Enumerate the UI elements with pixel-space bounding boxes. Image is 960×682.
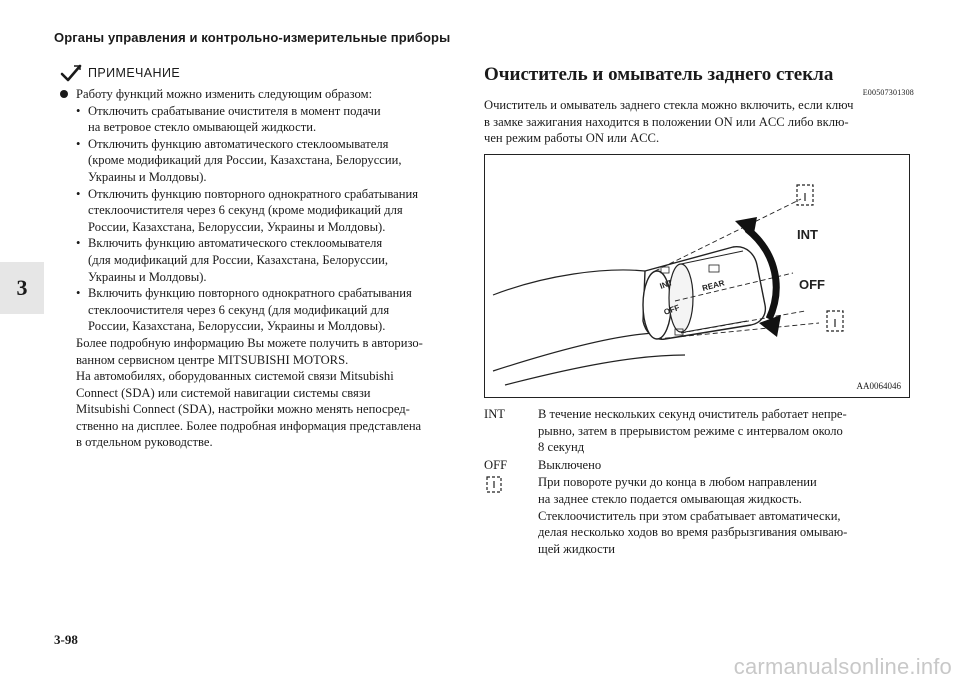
page-header: Органы управления и контрольно-измерительные приборы bbox=[54, 30, 451, 45]
int-label: INT bbox=[797, 227, 818, 242]
note-bullet-text: Работу функций можно изменить следующим образом: bbox=[76, 87, 373, 101]
section-code: E00507301308 bbox=[862, 88, 914, 97]
pencil-note-icon bbox=[60, 64, 82, 82]
note-label: ПРИМЕЧАНИЕ bbox=[88, 65, 181, 80]
off-label: OFF bbox=[799, 277, 825, 292]
legend-row-int bbox=[484, 406, 914, 456]
page-number: 3-98 bbox=[54, 632, 78, 647]
legend-key: INT bbox=[484, 407, 505, 421]
note-bullet bbox=[60, 86, 464, 103]
ring-int-label: INT bbox=[658, 278, 674, 291]
note-heading bbox=[60, 64, 464, 82]
legend-text: В течение нескольких секунд очиститель работает непре- рывно, затем в прерывистом режиме с интервалом около 8 секунд bbox=[538, 407, 847, 455]
legend-key: OFF bbox=[484, 457, 508, 472]
wiper-lever-illustration bbox=[485, 155, 911, 399]
list-item: • Отключить функцию автоматического стеклоомывателя (кроме модификаций для России, Казахстана, Белоруссии, Украины и Молдовы). bbox=[76, 136, 402, 184]
note-sub-list bbox=[76, 103, 464, 335]
note-block bbox=[54, 64, 464, 451]
figure-code: AA0064046 bbox=[856, 381, 901, 391]
washer-icon-bottom bbox=[827, 311, 843, 331]
section-intro: Очиститель и омыватель заднего стекла можно включить, если ключ в замке зажигания находится в положении ON или ACC либо вклю- чен режим работы ON или ACC. bbox=[484, 98, 854, 146]
list-item: • Включить функцию повторного однократного срабатывания стеклоочистителя через 6 секунд (для модификаций для России, Казахстана, Белоруссии, Украины и Молдовы). bbox=[76, 286, 412, 334]
section-block bbox=[484, 64, 914, 147]
note-paragraph: Более подробную информацию Вы можете получить в авторизо- ванном сервисном центре MITSUBISHI MOTORS. На автомобилях, оборудованных системой связи Mitsubishi Connect (SDA) или системой навигации системы связи Mitsubishi Connect (SDA), настройки можно менять непосред- ственно на дисплее. Более подробная информация представлена в отдельном руководстве. bbox=[76, 335, 423, 450]
list-item: • Отключить функцию повторного однократного срабатывания стеклоочистителя через 6 секунд (кроме модификаций для России, Казахстана, Белоруссии, Украины и Молдовы). bbox=[76, 186, 419, 234]
bullet-dot-icon bbox=[60, 90, 68, 98]
legend-key bbox=[484, 474, 538, 557]
chapter-tab: 3 bbox=[0, 262, 44, 314]
washer-icon bbox=[484, 474, 506, 494]
list-item: • Отключить срабатывание очистителя в момент подачи на ветровое стекло омывающей жидкости. bbox=[76, 103, 381, 135]
wiper-lever-figure bbox=[484, 154, 910, 398]
list-item: • Включить функцию автоматического стеклоомывателя (для модификаций для России, Казахстана, Белоруссии, Украины и Молдовы). bbox=[76, 236, 388, 284]
legend bbox=[484, 406, 914, 558]
washer-icon-top bbox=[797, 185, 813, 205]
legend-row-off bbox=[484, 457, 914, 474]
ring-off-label: OFF bbox=[662, 302, 681, 317]
section-title: Очиститель и омыватель заднего стекла bbox=[484, 64, 834, 85]
ring-rear-label: REAR bbox=[701, 278, 726, 293]
watermark: carmanualsonline.info bbox=[733, 654, 952, 679]
legend-row-washer bbox=[484, 474, 914, 557]
legend-text: Выключено bbox=[538, 457, 602, 472]
legend-text: При повороте ручки до конца в любом направлении на заднее стекло подается омывающая жидкость. Стеклоочиститель при этом срабатывает автоматически, делая несколько ходов во время разбрызгивания омываю- щей жидкости bbox=[538, 475, 848, 556]
